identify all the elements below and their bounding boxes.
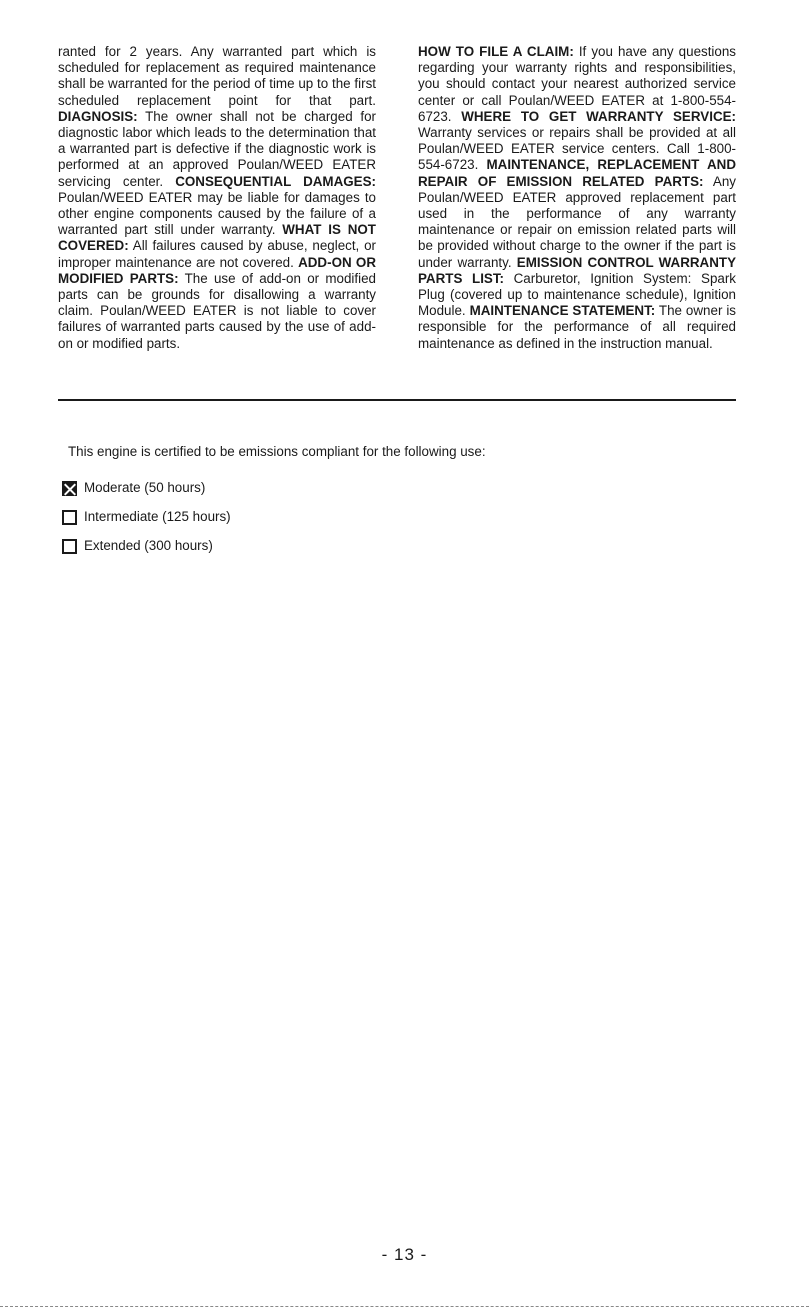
- checkbox-extended: [62, 539, 77, 554]
- maintenance-statement-heading: MAINTENANCE STATEMENT:: [469, 303, 656, 319]
- option-extended-label: Extended (300 hours): [84, 538, 213, 553]
- diagnosis-heading: DIAGNOSIS:: [58, 108, 138, 124]
- warranty-right-column: [418, 44, 736, 352]
- checkbox-intermediate: [62, 510, 77, 525]
- section-divider: [58, 399, 736, 401]
- warranty-service-heading: WHERE TO GET WARRANTY SERVICE:: [461, 108, 737, 124]
- page-bottom-edge: [0, 1306, 809, 1307]
- file-claim-heading: HOW TO FILE A CLAIM:: [418, 44, 574, 59]
- left-text-2: The owner shall not be charged for diagnostic labor which leads to the determination that a warranted part is defective if the diagnostic work is performed at an approved Poulan/WEED EATER servicing center.: [58, 108, 376, 189]
- add-on-parts-heading: ADD-ON OR MODIFIED PARTS:: [58, 254, 376, 286]
- left-text-4: All failures caused by abuse, neglect, or improper maintenance are not covered.: [58, 238, 376, 270]
- left-text-1: ranted for 2 years. Any warranted part which is scheduled for replacement as required maintenance shall be warranted for the period of time up to the first scheduled replacement point for that part.: [58, 44, 376, 108]
- right-text-3: Any Poulan/WEED EATER approved replacement part used in the performance of any warranty maintenance or repair on emission related parts will be provided without charge to the owner if the part is under warranty.: [418, 173, 736, 270]
- page-number: - 13 -: [381, 1245, 428, 1264]
- parts-list-heading: EMISSION CONTROL WARRANTY PARTS LIST:: [418, 254, 736, 286]
- option-intermediate-label: Intermediate (125 hours): [84, 509, 231, 524]
- certification-intro: This engine is certified to be emissions compliant for the following use:: [68, 444, 486, 459]
- maintenance-replacement-heading: MAINTENANCE, REPLACEMENT AND REPAIR OF EMISSION RELATED PARTS:: [418, 157, 736, 189]
- warranty-left-column: [58, 44, 376, 352]
- option-intermediate: [62, 508, 231, 526]
- right-text-2: Warranty services or repairs shall be provided at all Poulan/WEED EATER service centers. Call 1-800-554-6723.: [418, 125, 736, 173]
- left-text-3: Poulan/WEED EATER may be liable for damages to other engine components caused by the failure of a warranted part still under warranty.: [58, 189, 376, 238]
- right-text-4: Carburetor, Ignition System: Spark Plug (covered up to maintenance schedule), Ignition Module.: [418, 270, 736, 319]
- right-text-1: If you have any questions regarding your warranty rights and responsibilities, you should contact your nearest authorized service center or call Poulan/WEED EATER at 1-800-554-6723.: [418, 44, 736, 124]
- option-moderate-label: Moderate (50 hours): [84, 480, 206, 495]
- checkbox-moderate: [62, 481, 77, 496]
- not-covered-heading: WHAT IS NOT COVERED:: [58, 222, 376, 254]
- consequential-damages-heading: CONSEQUENTIAL DAMAGES:: [175, 173, 376, 189]
- option-moderate: [62, 479, 205, 497]
- option-extended: [62, 537, 213, 555]
- right-text-5: The owner is responsible for the performance of all required maintenance as defined in the instruction manual.: [418, 303, 736, 351]
- left-text-5: The use of add-on or modified parts can be grounds for disallowing a warranty claim. Poulan/WEED EATER is not liable to cover failures of warranted parts caused by the use of add-on or modified parts.: [58, 270, 376, 351]
